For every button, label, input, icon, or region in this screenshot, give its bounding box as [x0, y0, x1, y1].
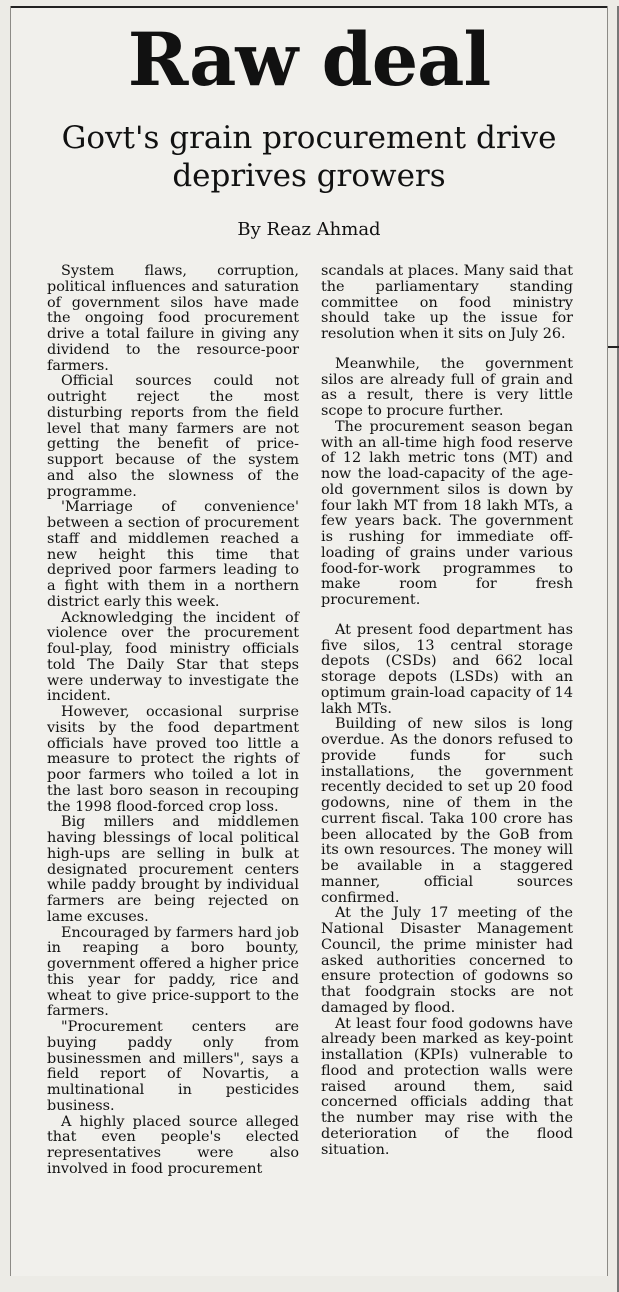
paragraph: Official sources could not outright reject the most disturbing reports from the field level that many farmers are not getting the benefit of price-support because of the system and also the slowness of the programme.	[47, 373, 299, 500]
paragraph: scandals at places. Many said that the parliamentary standing committee on food ministry should take up the issue for resolution when it sits on July 26.	[321, 263, 573, 342]
deck-subheadline: Govt's grain procurement drive deprives growers	[61, 120, 557, 194]
byline: By Reaz Ahmad	[237, 219, 381, 240]
newspaper-clipping	[10, 6, 608, 1276]
paragraph: Acknowledging the incident of violence over the procurement foul-play, food ministry officials told The Daily Star that steps were underway to investigate the incident.	[47, 609, 299, 705]
headline: Raw deal	[127, 17, 491, 103]
paragraph: "Procurement centers are buying paddy only from businessmen and millers", says a field report of Novartis, a multinational in pesticides business.	[47, 1019, 299, 1114]
paragraph: Building of new silos is long overdue. As the donors refused to provide funds for such installations, the government recently decided to set up 20 food godowns, nine of them in the current fiscal. Taka 100 crore has been allocated by the GoB from its own resources. The money will be available in a staggered manner, official sources confirmed.	[321, 716, 573, 906]
paragraph: At least four food godowns have already been marked as key-point installation (KPIs) vulnerable to flood and protection walls were raised around them, said concerned officials adding that the number may rise with the deterioration of the flood situation.	[321, 1015, 573, 1158]
paragraph: The procurement season began with an all-time high food reserve of 12 lakh metric tons (MT) and now the load-capacity of the age-old government silos is down by four lakh MT from 18 lakh MTs, a few years back. The government is rushing for immediate off-loading of grains under various food-for-work programmes to make room for fresh procurement.	[321, 418, 573, 608]
paragraph: At present food department has five silos, 13 central storage depots (CSDs) and 662 local storage depots (LSDs) with an optimum grain-load capacity of 14 lakh MTs.	[321, 621, 573, 717]
paragraph: Encouraged by farmers hard job in reaping a boro bounty, government offered a higher price this year for paddy, rice and wheat to give price-support to the farmers.	[47, 924, 299, 1020]
paragraph: Meanwhile, the government silos are already full of grain and as a result, there is very little scope to procure further.	[321, 355, 573, 419]
paragraph: However, occasional surprise visits by the food department officials have proved too little a measure to protect the rights of poor farmers who toiled a lot in the last boro season in recouping the 1998 flood-forced crop loss.	[47, 704, 299, 815]
paragraph: At the July 17 meeting of the National Disaster Management Council, the prime minister had asked authorities concerned to ensure protection of godowns so that foodgrain stocks are not damaged by flood.	[321, 905, 573, 1016]
adjacent-rule-tick	[608, 346, 619, 348]
left-column	[47, 264, 299, 1178]
paragraph: System flaws, corruption, political influences and saturation of government silos have made the ongoing food procurement drive a total failure in giving any dividend to the resource-poor farmers.	[47, 263, 299, 374]
paragraph: Big millers and middlemen having blessings of local political high-ups are selling in bulk at designated procurement centers while paddy brought by individual farmers are being rejected on lame excuses.	[47, 814, 299, 925]
top-rule	[11, 6, 607, 8]
right-column	[321, 264, 573, 1158]
paragraph: A highly placed source alleged that even people's elected representatives were also involved in food procurement	[47, 1113, 299, 1177]
paragraph: 'Marriage of convenience' between a section of procurement staff and middlemen reached a new height this time that deprived poor farmers leading to a fight with them in a northern district early this week.	[47, 499, 299, 610]
